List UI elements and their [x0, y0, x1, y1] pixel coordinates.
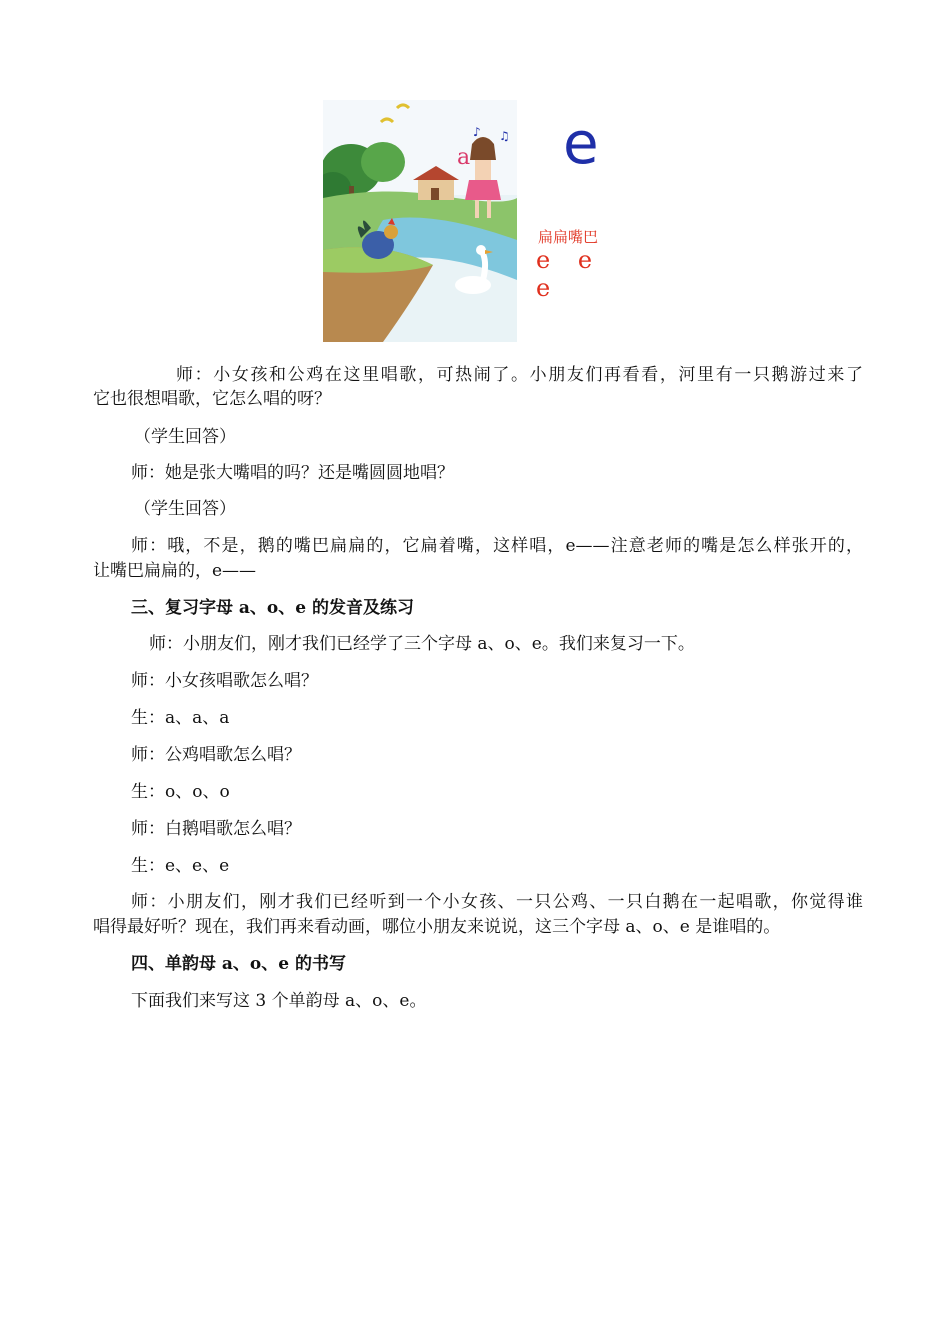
paragraph-line: 师：小女孩唱歌怎么唱？: [131, 671, 318, 691]
section-heading-4: 四、单韵母 a、o、e 的书写: [131, 954, 347, 974]
paragraph-line: （学生回答）: [134, 499, 236, 519]
letter-e-heading: e: [563, 109, 599, 177]
paragraph-line: 生：a、a、a: [131, 708, 230, 728]
paragraph-line: 师：白鹅唱歌怎么唱？: [131, 819, 301, 839]
paragraph-line: （学生回答）: [134, 427, 236, 447]
section-heading-3: 三、复习字母 a、o、e 的发音及练习: [131, 598, 415, 618]
figure-caption-letters: e e e: [536, 246, 603, 302]
lesson-illustration: [323, 100, 517, 342]
paragraph-line: 让嘴巴扁扁的，e——: [93, 561, 257, 581]
paragraph-line: 师：她是张大嘴唱的吗？还是嘴圆圆地唱？: [131, 463, 454, 483]
paragraph-line: 生：o、o、o: [131, 782, 230, 802]
paragraph-line: 师：小朋友们，刚才我们已经学了三个字母 a、o、e。我们来复习一下。: [149, 634, 695, 654]
svg-text:♪: ♪: [473, 125, 481, 139]
paragraph-line: 师：小朋友们，刚才我们已经听到一个小女孩、一只公鸡、一只白鹅在一起唱歌，你觉得谁: [131, 892, 863, 912]
svg-text:♫: ♫: [499, 129, 510, 143]
paragraph-line: 师：小女孩和公鸡在这里唱歌，可热闹了。小朋友们再看看，河里有一只鹅游过来了: [176, 365, 863, 385]
figure-caption: 扁扁嘴巴: [538, 228, 599, 246]
svg-text:a: a: [457, 145, 471, 170]
paragraph-line: 唱得最好听？现在，我们再来看动画，哪位小朋友来说说，这三个字母 a、o、e 是谁唱的。: [93, 917, 781, 937]
paragraph-line: 师：公鸡唱歌怎么唱？: [131, 745, 301, 765]
paragraph-line: 下面我们来写这 3 个单韵母 a、o、e。: [131, 991, 427, 1011]
lesson-figure: [323, 100, 623, 342]
paragraph-line: 生：e、e、e: [131, 856, 230, 876]
paragraph-line: 它也很想唱歌，它怎么唱的呀？: [93, 389, 331, 409]
paragraph-line: 师：哦，不是，鹅的嘴巴扁扁的，它扁着嘴，这样唱，e——注意老师的嘴是怎么样张开的，: [131, 536, 863, 556]
